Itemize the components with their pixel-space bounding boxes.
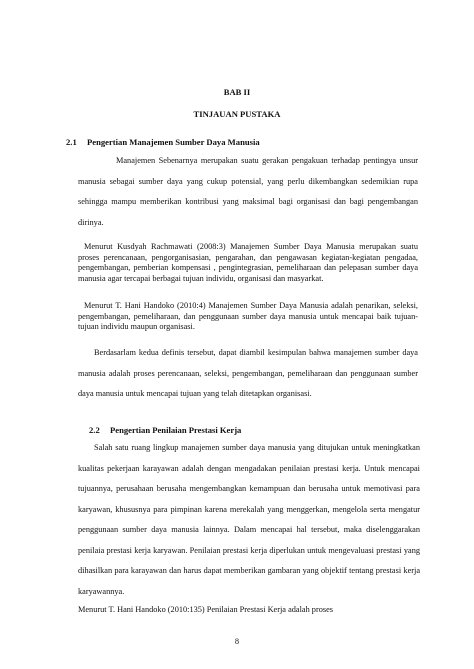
paragraph: Salah satu ruang lingkup manajemen sumber daya manusia yang ditujukan untuk meningkatkan kualitas pekerjaan karayawan adalah dengan mengadakan penilaian prestasi kerja. Untuk mencapai tujuannya, perusahaan berusaha mengembangkan kemampuan dan berusaha untuk memotivasi para karyawan, khususnya para pimpinan karena merekalah yang menggerkan, mengelola serta mengatur penggunaan sumber daya manusia lainnya. Dalam mencapai hal tersebut, maka diselenggarakan penilaia prestasi kerja karyawan. Penilaian prestasi kerja diperlukan untuk mengevaluasi prestasi yang dihasilkan para karayawan dan harus dapat memberikan gambaran yang objektif tentang prestasi kerja karyawannya.	[78, 443, 420, 596]
section-heading-2-2	[89, 425, 241, 435]
section-title: Pengertian Penilaian Prestasi Kerja	[110, 425, 242, 435]
paragraph: Manajemen Sebenarnya merupakan suatu gerakan pengakuan terhadap pentingya unsur manusia sebagai sumber daya yang cukup potensial, yang perlu dikembangkan sedemikian rupa sehingga mampu memberikan kontribusi yang maksimal bagi organisasi dan bagi pengembangan dirinya.	[78, 156, 418, 227]
section-number: 2.2	[89, 425, 100, 435]
paragraph: Berdasarlam kedua definis tersebut, dapat diambil kesimpulan bahwa manajemen sumber daya manusia adalah proses perencanaan, seleksi, pengembangan, pemeliharaan dan penggunaan sumber daya manusia untuk mencapai tujuan yang telah ditetapkan organisasi.	[78, 348, 418, 398]
quote-paragraph: Menurut Kusdyah Rachmawati (2008:3) Manajemen Sumber Daya Manusia merupakan suatu proses perencanaan, pengorganisasian, pengarahan, dan pengawasan kegiatan-kegiatan pengadaa, pengembangan, pemberian kompensasi , pengintegrasian, pemeliharaan dan pelepasan sumber daya manusia agar tercapai berbagai tujuan individu, organisasi dan masyarkat.	[78, 242, 418, 283]
chapter-title: TINJAUAN PUSTAKA	[193, 109, 281, 119]
section-heading-2-1	[66, 137, 260, 147]
paragraph: Menurut T. Hani Handoko (2010:135) Penilaian Prestasi Kerja adalah proses	[78, 605, 333, 614]
section-number: 2.1	[66, 137, 77, 147]
section-title: Pengertian Manajemen Sumber Daya Manusia	[87, 137, 260, 147]
chapter-label: BAB II	[223, 87, 251, 97]
page-number: 8	[234, 637, 240, 646]
quote-paragraph: Menurut T. Hani Handoko (2010:4) Manajemen Sumber Daya Manusia adalah penarikan, seleksi, pengembangan, pemeliharaan, dan penggunaan sumber daya manusia untuk mencapai baik tujuan-tujuan individu maupun organisasi.	[78, 301, 418, 332]
